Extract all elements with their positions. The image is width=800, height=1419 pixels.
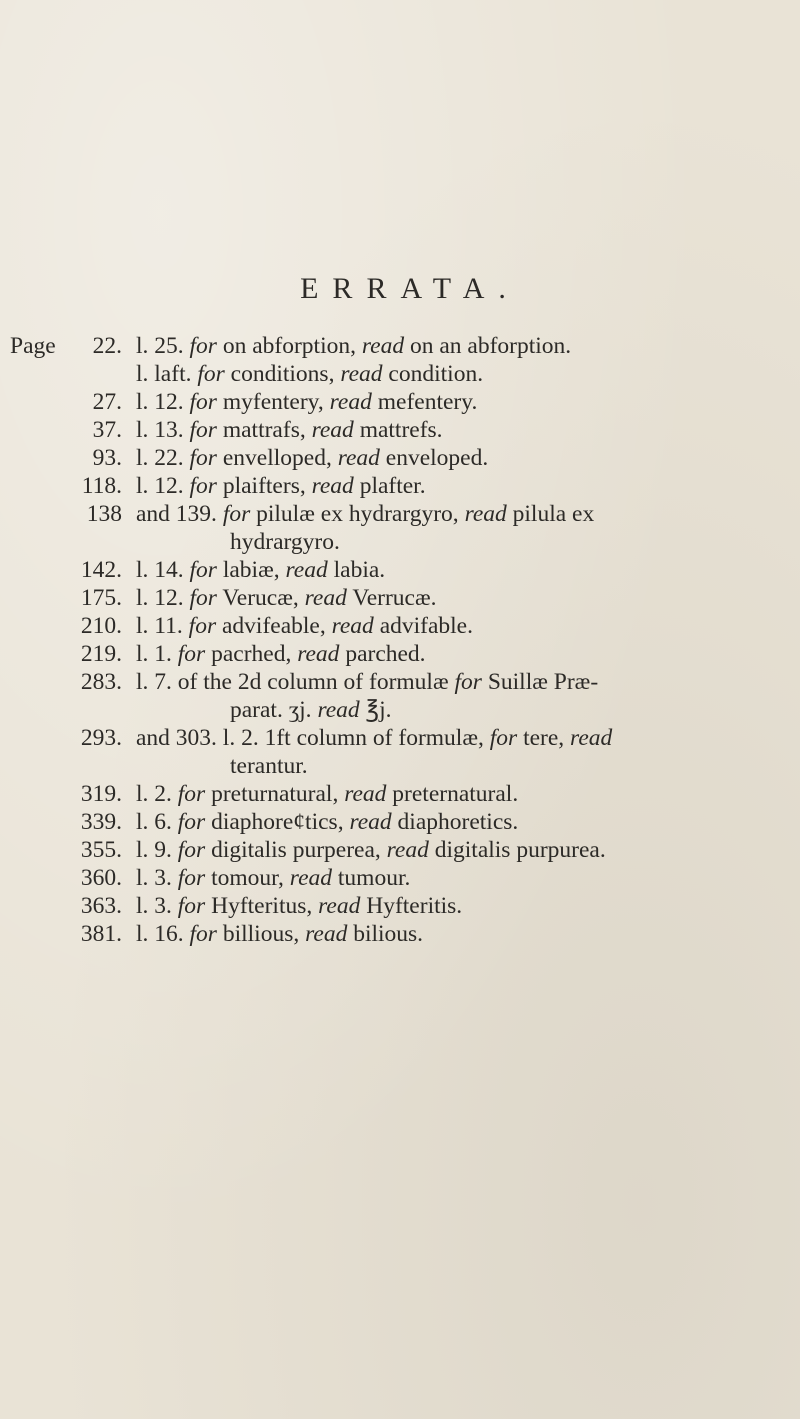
entry-text: Suillæ Præ- xyxy=(481,669,599,695)
errata-entry-continuation xyxy=(0,528,800,556)
entry-text: billious, xyxy=(216,921,306,947)
errata-entry xyxy=(0,332,800,360)
entry-text: digitalis purpurea. xyxy=(428,837,606,863)
italic-keyword: read xyxy=(289,865,333,891)
errata-entry xyxy=(0,360,800,388)
entry-text: pilula ex xyxy=(506,501,595,527)
correction-text xyxy=(136,472,426,500)
italic-keyword: for xyxy=(189,445,217,471)
correction-text xyxy=(136,612,473,640)
italic-keyword: read xyxy=(386,837,429,863)
errata-entry-continuation xyxy=(0,752,800,780)
italic-keyword: read xyxy=(305,921,348,947)
entry-text: parched. xyxy=(339,641,426,667)
entry-text: l. 2. xyxy=(136,781,178,807)
errata-entry xyxy=(0,472,800,500)
entry-text: and 303. l. 2. 1ft column of formulæ, xyxy=(136,725,490,751)
entry-text: digitalis purperea, xyxy=(205,837,387,863)
errata-entry xyxy=(0,780,800,808)
errata-entry xyxy=(0,668,800,696)
entry-text: myfentery, xyxy=(216,389,330,415)
italic-keyword: for xyxy=(189,333,217,359)
errata-entry xyxy=(0,892,800,920)
correction-text xyxy=(136,864,410,892)
italic-keyword: read xyxy=(311,417,354,443)
page-number: 118. xyxy=(81,473,122,499)
entry-text: mattrefs. xyxy=(353,417,443,443)
entry-text: l. 1. xyxy=(136,641,178,667)
entry-text: l. 12. xyxy=(136,473,190,499)
correction-text xyxy=(136,724,612,752)
entry-text: l. 6. xyxy=(136,809,178,835)
continuation-text xyxy=(230,528,340,556)
entry-text: preternatural. xyxy=(386,781,519,807)
entry-text: l. 7. of the 2d column of formulæ xyxy=(136,669,455,695)
correction-text xyxy=(136,640,426,668)
entry-text: Verrucæ. xyxy=(346,585,437,611)
page-number: 138 xyxy=(86,501,122,527)
correction-text xyxy=(136,584,437,612)
entry-text: and 139. xyxy=(136,501,223,527)
page-number: 293. xyxy=(80,725,122,751)
correction-text xyxy=(136,668,598,696)
italic-keyword: for xyxy=(188,613,217,639)
errata-entry xyxy=(0,808,800,836)
entry-text: on an abforption. xyxy=(404,333,572,359)
entry-text: diaphoretics. xyxy=(391,809,519,835)
italic-keyword: for xyxy=(189,417,217,443)
errata-entry xyxy=(0,584,800,612)
correction-text xyxy=(136,892,462,920)
errata-entry xyxy=(0,416,800,444)
italic-keyword: for xyxy=(189,585,217,611)
page-number: 355. xyxy=(80,837,122,863)
entry-text: plafter. xyxy=(353,473,426,499)
entry-text: hydrargyro. xyxy=(230,529,340,555)
errata-entry xyxy=(0,864,800,892)
italic-keyword: read xyxy=(464,501,507,527)
entry-text: Hyfteritus, xyxy=(205,893,319,919)
errata-entry-continuation xyxy=(0,696,800,724)
correction-text xyxy=(136,444,488,472)
page-number: 22. xyxy=(92,333,122,359)
italic-keyword: read xyxy=(340,361,383,387)
errata-entry xyxy=(0,640,800,668)
entry-text: labia. xyxy=(327,557,386,583)
errata-entry xyxy=(0,836,800,864)
entry-text: diaphoreȼtics, xyxy=(205,809,350,835)
correction-text xyxy=(136,388,477,416)
entry-text: plaifters, xyxy=(216,473,312,499)
errata-entry xyxy=(0,388,800,416)
italic-keyword: read xyxy=(331,613,374,639)
entry-text: pacrhed, xyxy=(205,641,298,667)
italic-keyword: for xyxy=(177,893,206,919)
entry-text: advifeable, xyxy=(216,613,332,639)
entry-text: tomour, xyxy=(205,865,290,891)
entry-text: pilulæ ex hydrargyro, xyxy=(250,501,465,527)
italic-keyword: read xyxy=(297,641,340,667)
entry-text: Verucæ, xyxy=(216,585,305,611)
entry-text: l. 3. xyxy=(136,865,178,891)
page-number: 339. xyxy=(80,809,122,835)
errata-entry xyxy=(0,724,800,752)
italic-keyword: for xyxy=(189,557,217,583)
errata-entry xyxy=(0,556,800,584)
page-number: 283. xyxy=(80,669,122,695)
italic-keyword: for xyxy=(177,641,206,667)
page-number: 363. xyxy=(80,893,122,919)
entry-text: on abforption, xyxy=(216,333,362,359)
entry-text: l. 9. xyxy=(136,837,178,863)
entry-text: terantur. xyxy=(230,753,308,779)
errata-entry xyxy=(0,444,800,472)
errata-entry xyxy=(0,500,800,528)
italic-keyword: read xyxy=(570,725,613,751)
page-number: 381. xyxy=(80,921,122,947)
italic-keyword: for xyxy=(489,725,518,751)
italic-keyword: for xyxy=(454,669,482,695)
italic-keyword: for xyxy=(222,501,251,527)
italic-keyword: for xyxy=(177,865,206,891)
italic-keyword: for xyxy=(177,837,206,863)
entry-text: envelloped, xyxy=(216,445,338,471)
continuation-text xyxy=(230,752,308,780)
correction-text xyxy=(136,556,385,584)
correction-text xyxy=(136,808,518,836)
page-number: 27. xyxy=(92,389,122,415)
page-number: 210. xyxy=(80,613,122,639)
italic-keyword: read xyxy=(317,697,360,723)
correction-text xyxy=(136,332,571,360)
italic-keyword: for xyxy=(197,361,225,387)
entry-text: mefentery. xyxy=(371,389,478,415)
italic-keyword: read xyxy=(304,585,347,611)
italic-keyword: for xyxy=(177,809,206,835)
italic-keyword: read xyxy=(318,893,361,919)
entry-text: parat. ʒj. xyxy=(230,697,318,723)
page-number: 142. xyxy=(80,557,122,583)
entry-text: l. 3. xyxy=(136,893,178,919)
entry-text: conditions, xyxy=(224,361,341,387)
entry-text: labiæ, xyxy=(216,557,286,583)
page-label: Page xyxy=(10,333,56,359)
errata-list xyxy=(0,332,800,948)
italic-keyword: read xyxy=(329,389,372,415)
entry-text: l. 12. xyxy=(136,389,190,415)
entry-text: ℥j. xyxy=(359,697,392,723)
correction-text xyxy=(136,360,483,388)
entry-text: tumour. xyxy=(332,865,411,891)
entry-text: mattrafs, xyxy=(216,417,312,443)
entry-text: l. 13. xyxy=(136,417,190,443)
italic-keyword: read xyxy=(361,333,405,359)
page-number: 93. xyxy=(92,445,122,471)
entry-text: l. 16. xyxy=(136,921,190,947)
page-number: 219. xyxy=(80,641,122,667)
italic-keyword: for xyxy=(189,921,217,947)
italic-keyword: for xyxy=(177,781,206,807)
entry-text: l. 22. xyxy=(136,445,190,471)
italic-keyword: read xyxy=(337,445,380,471)
entry-text: l. 25. xyxy=(136,333,190,359)
correction-text xyxy=(136,780,518,808)
correction-text xyxy=(136,500,594,528)
page-number: 360. xyxy=(80,865,122,891)
errata-entry xyxy=(0,612,800,640)
entry-text: l. 11. xyxy=(136,613,189,639)
entry-text: enveloped. xyxy=(379,445,489,471)
italic-keyword: read xyxy=(349,809,392,835)
correction-text xyxy=(136,416,443,444)
page-number: 175. xyxy=(80,585,122,611)
italic-keyword: for xyxy=(189,389,217,415)
continuation-text xyxy=(230,696,392,724)
italic-keyword: read xyxy=(285,557,328,583)
page-number: 37. xyxy=(92,417,122,443)
page-number: 319. xyxy=(80,781,122,807)
page-title: ERRATA. xyxy=(300,272,520,305)
errata-entry xyxy=(0,920,800,948)
entry-text: condition. xyxy=(382,361,484,387)
entry-text: preturnatural, xyxy=(205,781,345,807)
correction-text xyxy=(136,836,606,864)
italic-keyword: read xyxy=(311,473,354,499)
entry-text: Hyfteritis. xyxy=(360,893,463,919)
entry-text: l. 14. xyxy=(136,557,190,583)
italic-keyword: for xyxy=(189,473,217,499)
entry-text: tere, xyxy=(517,725,571,751)
correction-text xyxy=(136,920,423,948)
entry-text: bilious. xyxy=(347,921,424,947)
italic-keyword: read xyxy=(344,781,387,807)
entry-text: advifable. xyxy=(373,613,473,639)
entry-text: l. 12. xyxy=(136,585,190,611)
entry-text: l. laft. xyxy=(136,361,198,387)
